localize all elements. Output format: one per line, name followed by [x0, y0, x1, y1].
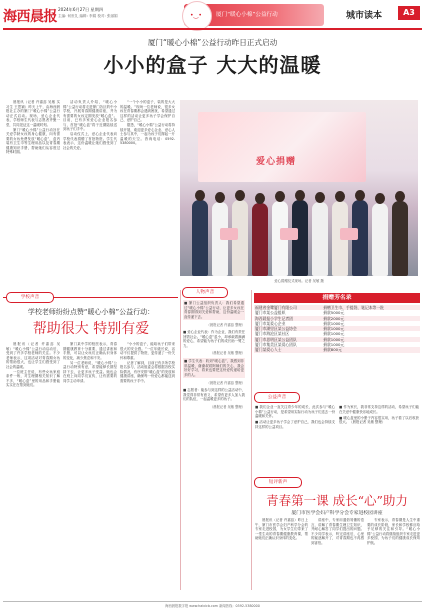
paragraph: 记者了解到，目前已有多所学校报名参与，活动组委会将根据各校实际情况，有序安排“暖心盒”的发放和健康讲座，确保每一份爱心都能送到需要的孩子手中。 — [120, 360, 175, 383]
donation-amount: 捐款1000元 — [322, 326, 420, 331]
donation-table — [254, 305, 420, 353]
person-head — [255, 193, 265, 204]
person-head — [335, 191, 345, 202]
donor-name: 厦门市某爱心企业 — [255, 320, 286, 326]
short-story-headline: 青春第一课 成长“心”助力 — [266, 493, 408, 508]
donor-name: 厦门市集美区某爱心团队 — [255, 342, 297, 348]
donor-name: 厦门某爱心人士 — [254, 347, 322, 352]
section-tag-welfare: 公益声音 — [254, 392, 300, 403]
paragraph: 活动负责人介绍，“暖心小棉”公益行动将走进厦门各区的中小学校，开展青春期健康讲座，并为有需要的女孩定期发放“暖心盒”。目前，已有多家爱心企业报名参与，首批“暖心盒”将于近期陆续送到孩子们手中。 — [63, 100, 117, 131]
section-tag-people: 人物声音 — [182, 287, 228, 298]
person-head — [275, 191, 285, 202]
school-story-kicker: 学校老师纷纷点赞“暖心小棉”公益行动： — [27, 308, 155, 316]
donation-amount: 捐款1000元 — [322, 337, 420, 342]
donation-amount: 捐款1000元 — [323, 342, 345, 348]
donor-name: 厦门市思明区某公益团队 — [254, 337, 322, 342]
section-tag-short: 短评新声 — [254, 477, 302, 488]
people-column — [183, 300, 245, 570]
donor-name: 海西晨报小学生记者团 — [254, 316, 322, 321]
donation-amount: 捐款1000元 — [323, 331, 345, 337]
paragraph: 晨报讯（记者 许嘉蕊 吴敏 实习生 王思颖）昨天上午，由海西晨报社主办的厦门“暖心小棉”公益行动正式启动。现场，爱心企业代表、学校师生代表与志愿者齐聚一堂，共同见证这一温暖时刻。 — [6, 100, 60, 127]
campaign-banner — [184, 4, 324, 26]
person-head — [395, 191, 405, 202]
page-number: A3 — [398, 6, 420, 20]
headline-kicker: 厦门“暖心小棉”公益行动昨日正式启动 — [147, 38, 278, 47]
paragraph: “小小的盒子，能给孩子们带来很大的安全感。”一位年级长说，活动不仅提供了物资，更传递了一份关怀和尊重。 — [120, 342, 175, 360]
welfare-entry: ■ 暖心盒里的小册子内容很实用，孩子看了以后收获很大。（晨报记者 吴敏 整理） — [339, 415, 419, 424]
person — [252, 203, 268, 276]
person — [192, 200, 208, 276]
short-story-column-2 — [311, 518, 364, 596]
person-head — [375, 193, 385, 204]
school-story-column-3 — [120, 342, 175, 600]
masthead — [3, 5, 57, 27]
stage-screen — [198, 112, 366, 182]
paragraph: 厦门“暖心小棉”公益行动旨在关爱学龄女孩的身心健康，向有需要的女孩免费发放“暖心盒”，盒内装有卫生巾等生理用品以及青春期健康知识手册，帮助她们从容度过特殊时期。 — [6, 127, 60, 154]
welfare-column-1 — [255, 405, 335, 473]
welfare-entry: ■ 作为家长，我非常支持这样的活动，希望孩子们能在关爱中健康快乐地成长。 — [339, 405, 419, 414]
event-photo — [180, 100, 418, 276]
section-tag-school: 学校声音 — [6, 292, 54, 303]
paragraph: 一位班主任说，有些女孩家庭条件一般，对生理期相关知识了解不多，“暖心盒”里的用品和手册能实实在在帮到她们。 — [6, 369, 60, 387]
entry-source: （晨报记者 许嘉蕊 整理） — [206, 381, 245, 385]
cloud-mascot-icon: •‿• — [182, 1, 212, 31]
school-story-column-2 — [63, 342, 117, 600]
short-story-subtitle: 厦门市医学会妇产科学分会专家进校园讲座 — [291, 511, 383, 516]
lead-story-column-1 — [6, 100, 60, 288]
person-head — [235, 190, 245, 201]
donation-box — [280, 228, 298, 240]
column-divider — [180, 290, 181, 590]
person-head — [295, 190, 305, 201]
photo-caption: 爱心捐赠仪式现场。记者 吴敏 摄 — [274, 279, 324, 283]
welfare-entry: ■ 我们企业一直关注青少年的成长，此次参与“暖心小棉”公益行动，是希望用实际行动为孩子们送去一份温暖和关怀。 — [255, 405, 335, 418]
person-head — [315, 192, 325, 203]
donation-list — [254, 293, 420, 385]
person-head — [195, 190, 205, 201]
donation-amount: 捐款800元 — [322, 347, 420, 352]
people-entry: ■ 志愿者：能参与到这样的公益活动中，我觉得非常有意义，希望有更多人加入我们的队伍，一起温暖更多的孩子。 — [183, 388, 245, 401]
entry-source: （晨报记者 吴敏 整理） — [209, 351, 245, 355]
donation-box — [220, 228, 238, 240]
donor-name: 福建省金鹭厦门有限公司 — [254, 305, 322, 310]
welfare-column-2 — [339, 405, 419, 473]
entry-source: （晨报记者 许嘉蕊 整理） — [206, 323, 245, 327]
paragraph: 专家表示，青春期是人生中重要的成长阶段，家长和学校都应给予足够的关注和引导。“暖心小棉”公益行动将继续组织专家走进更多校园，为孩子们的健康成长保驾护航。 — [367, 518, 420, 545]
paragraph: “一个小小的盒子，装的是大大的温暖。”现场一位老师说，很多女孩在青春期都会遇到困扰，希望通过这样的活动让更多孩子学会保护自己、爱护自己。 — [120, 100, 175, 122]
donation-amount: 捐款2000元 — [322, 316, 420, 321]
person — [392, 201, 408, 276]
short-story-column-1 — [255, 518, 308, 596]
donation-box — [340, 228, 358, 240]
section-name: 城市读本 — [346, 11, 383, 21]
banner-text: 厦门“暖心小棉”公益行动 — [216, 12, 278, 18]
paragraph: 讲座中，专家用通俗易懂的语言，讲解了青春期生理卫生知识，并耐心解答了同学们提出的问题。不少同学表示，听完讲座后，心里的疑惑解开了，对青春期也不再感到害怕。 — [311, 518, 364, 545]
paragraph: 启动仪式上，爱心企业代表向学校代表捐赠了首批物资。学生代表表示，这份温暖让她们感受到了社会的关爱。 — [63, 132, 117, 150]
header-rule — [3, 28, 422, 30]
donor-name: 厦门市某公益组织 — [255, 310, 286, 316]
donor-name: 厦门市湖里区某公益协会 — [254, 326, 322, 331]
table-row — [254, 347, 420, 352]
edition-line: 主编: 何世礼 编辑: 李娟 校对: 张丽娟 — [58, 14, 118, 18]
paragraph: 厦门某中学的校医表示，青春期健康教育十分重要，通过讲座和手册，可以让女孩们正确认识身体的变化，减少焦虑和不安。 — [63, 342, 117, 360]
lead-story-column-3 — [120, 100, 175, 288]
lead-story-column-2 — [63, 100, 117, 288]
donation-amount: 捐款5000元 — [323, 310, 345, 316]
welfare-entry: ■ 活动让更多孩子学会了爱护自己，我们也会持续支持这样的公益项目。 — [255, 420, 335, 429]
column-divider — [251, 290, 252, 590]
person — [372, 203, 388, 276]
donation-amount: 捐赠卫生巾、手提袋、笔记本等一批 — [322, 305, 420, 310]
stage-screen-text: 爱心捐赠 — [256, 157, 297, 167]
person-head — [355, 190, 365, 201]
school-story-column-1 — [6, 342, 60, 600]
paragraph: 据悉，“暖心小棉”公益行动将持续开展，欢迎更多爱心企业、爱心人士参与其中，一起为孩子们撑起一片温暖的天空。咨询电话：0592-5380000。 — [120, 123, 175, 145]
masthead-logo: 海西晨报 — [3, 9, 57, 25]
footer-rule — [3, 601, 422, 602]
paragraph: 晨报讯（记者 许嘉蕊）昨日上午，厦门市医学会妇产科学分会的专家走进校园，为女学生们带来了一堂生动的青春期健康教育课，帮助她们正确认识身体的变化。 — [255, 518, 308, 540]
donation-list-title: 捐赠芳名录 — [254, 293, 420, 303]
page-headline: 小小的盒子 大大的温暖 — [103, 53, 322, 77]
entry-source: （晨报记者 吴敏 整理） — [209, 404, 245, 409]
people-entry: ■ 学生代表：收到“暖心盒”，我感到非常温暖，谢谢叔叔阿姨们的关心，我会好好学习，将来也要把这份爱传递给更多的人。 — [184, 359, 244, 377]
people-entry: ■ 厦门公益组织负责人：我们希望通过“暖心小棉”公益行动，让更多女孩在青春期得到关爱和帮助，这份温暖会一直传递下去。 — [184, 301, 244, 319]
donor-name: 厦门市海沧区某社区 — [255, 331, 290, 337]
people-entry: ■ 爱心企业代表：作为企业，我们有责任回馈社会。“暖心盒”虽小，却承载着满满的爱心，希望能为孩子们的成长助一臂之力。 — [183, 330, 245, 348]
paragraph: 晨报讯（记者 许嘉蕊 吴敏）“暖心小棉”公益行动启动后，受到了许多学校老师的关注。不少老师表示，这项活动对青春期女孩的帮助很大，也让学生们感受到了社会的温暖。 — [6, 342, 60, 369]
paragraph: 另一位老师说，“暖心小棉”公益行动特别有爱，希望能够长期坚持下去，让更多孩子受益。她也会在班上向同学们宣传，让有需要的同学主动申请。 — [63, 360, 117, 383]
short-story-column-3 — [367, 518, 420, 596]
school-story-headline: 帮助很大 特别有爱 — [32, 321, 150, 337]
page-footer: 海西晨报数字报 www.haixicb.com 新闻热线：0592-5380000 — [165, 604, 260, 608]
donation-amount: 捐款1000元 — [323, 320, 345, 326]
person-head — [215, 192, 225, 203]
person — [312, 202, 328, 276]
date-line: 2024年6月27日 星期四 — [58, 7, 104, 12]
